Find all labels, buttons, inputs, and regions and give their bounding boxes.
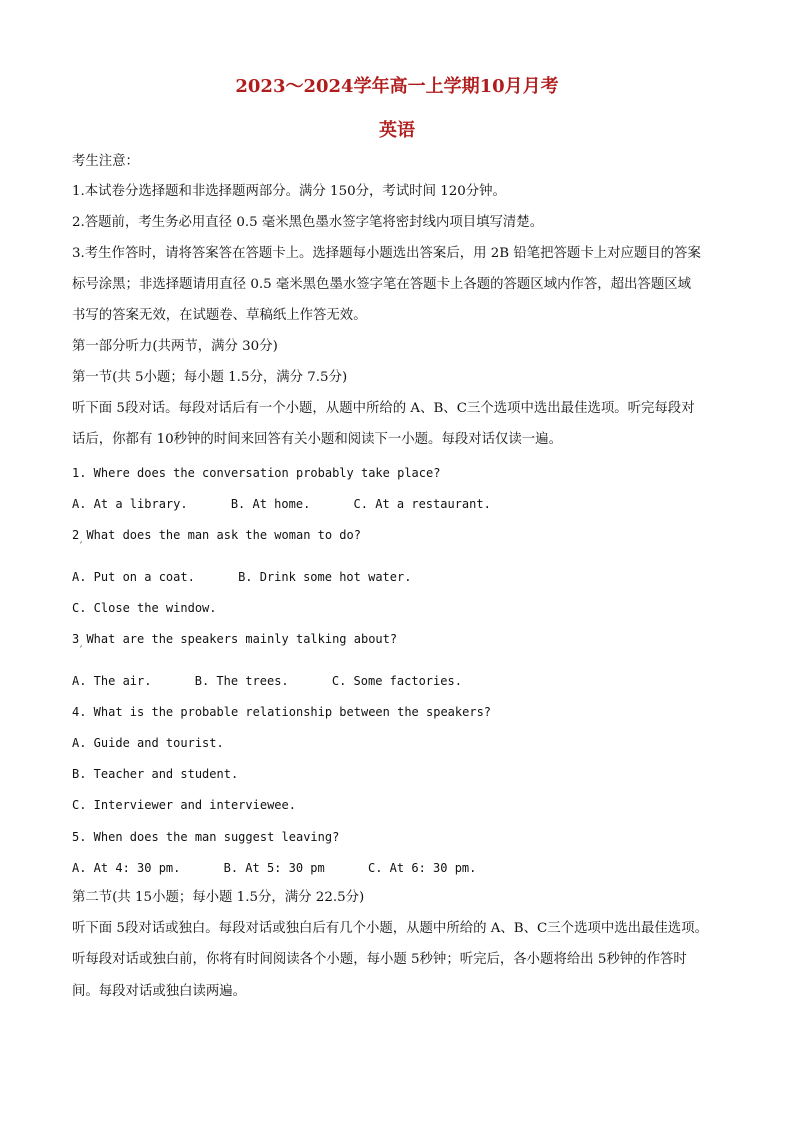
question-5-option-b: B. At 5: 30 pm	[223, 861, 325, 875]
notice-item-2: 2.答题前，考生务必用直径 0.5 毫米黑色墨水签字笔将密封线内项目填写清楚。	[72, 215, 544, 230]
question-3-option-c: C. Some factories.	[331, 674, 462, 688]
question-3-stem: 3 What are the speakers mainly talking about?	[72, 632, 398, 646]
notice-item-3-line-2: 标号涂黑；非选择题请用直径 0.5 毫米黑色墨水签字笔在答题卡上各题的答题区域内作答，超出答题区域	[72, 277, 691, 292]
section2-heading: 第二节(共 15小题；每小题 1.5分，满分 22.5分)	[72, 890, 365, 905]
question-3-option-a: A. The air.	[72, 674, 152, 688]
notice-item-3-line-3: 书写的答案无效，在试题卷、草稿纸上作答无效。	[72, 308, 367, 323]
question-3-option-b: B. The trees.	[194, 674, 289, 688]
exam-title: 2023～2024学年高一上学期10月月考	[235, 76, 559, 97]
section2-instruction-line-1: 听下面 5段对话或独白。每段对话或独白后有几个小题，从题中所给的 A、B、C三个选项中选出最佳选项。	[72, 921, 708, 936]
question-4-option-c: C. Interviewer and interviewee.	[72, 798, 296, 812]
question-2-option-b: B. Drink some hot water.	[238, 570, 412, 584]
question-1-stem: 1. Where does the conversation probably take place?	[72, 466, 441, 480]
stray-mark: ˊ	[78, 646, 83, 657]
question-1-options	[72, 495, 732, 513]
question-5-option-c: C. At 6: 30 pm.	[368, 861, 477, 875]
question-4-option-a: A. Guide and tourist.	[72, 736, 224, 750]
question-1-option-c: C. At a restaurant.	[353, 497, 491, 511]
question-1-option-b: B. At home.	[230, 497, 311, 511]
question-4-option-b: B. Teacher and student.	[72, 767, 239, 781]
subject-title: 英语	[379, 120, 415, 141]
question-3-options	[72, 672, 732, 690]
question-5-stem: 5. When does the man suggest leaving?	[72, 830, 340, 844]
stray-mark: ˊ	[78, 542, 83, 553]
question-2-option-a: A. Put on a coat.	[72, 570, 195, 584]
question-2-stem: 2 What does the man ask the woman to do?	[72, 528, 361, 542]
section1-instruction-line-2: 话后，你都有 10秒钟的时间来回答有关小题和阅读下一小题。每段对话仅读一遍。	[72, 432, 562, 447]
question-4-stem: 4. What is the probable relationship between the speakers?	[72, 705, 492, 719]
question-2-options-row	[72, 568, 732, 586]
notice-item-1: 1.本试卷分选择题和非选择题两部分。满分 150分，考试时间 120分钟。	[72, 184, 506, 199]
notice-heading: 考生注意：	[72, 154, 139, 169]
part1-heading: 第一部分听力(共两节，满分 30分)	[72, 339, 278, 354]
section2-instruction-line-2: 听每段对话或独白前，你将有时间阅读各个小题，每小题 5秒钟；听完后，各小题将给出 5秒钟的作答时	[72, 952, 687, 967]
question-5-option-a: A. At 4: 30 pm.	[72, 861, 181, 875]
question-5-options	[72, 859, 732, 877]
notice-item-3-line-1: 3.考生作答时，请将答案答在答题卡上。选择题每小题选出答案后，用 2B 铅笔把答题卡上对应题目的答案	[72, 246, 701, 261]
question-1-option-a: A. At a library.	[72, 497, 188, 511]
section1-heading: 第一节(共 5小题；每小题 1.5分，满分 7.5分)	[72, 370, 348, 385]
section2-instruction-line-3: 间。每段对话或独白读两遍。	[72, 984, 247, 999]
question-2-option-c: C. Close the window.	[72, 601, 217, 615]
section1-instruction-line-1: 听下面 5段对话。每段对话后有一个小题，从题中所给的 A、B、C三个选项中选出最佳选项。听完每段对	[72, 401, 695, 416]
